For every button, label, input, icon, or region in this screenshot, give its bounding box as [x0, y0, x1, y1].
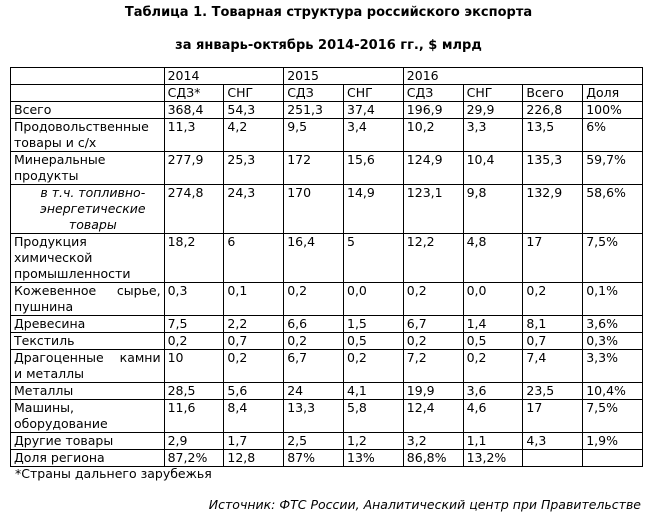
value-cell: 4,2 [224, 119, 284, 152]
table-row [11, 283, 643, 316]
subheader-cell: СДЗ* [164, 85, 224, 102]
value-cell: 19,9 [403, 383, 463, 400]
value-cell: 11,3 [164, 119, 224, 152]
value-cell: 277,9 [164, 152, 224, 185]
row-label: Драгоценные камни и металлы [11, 350, 165, 383]
value-cell: 0,2 [284, 283, 344, 316]
value-cell: 0,2 [523, 283, 583, 316]
value-cell: 15,6 [344, 152, 404, 185]
value-cell: 24 [284, 383, 344, 400]
value-cell: 86,8% [403, 450, 463, 467]
value-cell: 6 [224, 234, 284, 283]
subheader-cell: СДЗ [284, 85, 344, 102]
value-cell: 0,2 [224, 350, 284, 383]
value-cell: 37,4 [344, 102, 404, 119]
value-cell: 87,2% [164, 450, 224, 467]
value-cell: 4,6 [463, 400, 523, 433]
value-cell: 10 [164, 350, 224, 383]
value-cell: 14,9 [344, 185, 404, 234]
value-cell: 1,4 [463, 316, 523, 333]
value-cell: 123,1 [403, 185, 463, 234]
value-cell: 7,5% [583, 400, 643, 433]
value-cell: 0,2 [164, 333, 224, 350]
value-cell: 0,2 [403, 333, 463, 350]
value-cell: 10,2 [403, 119, 463, 152]
value-cell: 100% [583, 102, 643, 119]
value-cell: 0,1% [583, 283, 643, 316]
value-cell: 5,6 [224, 383, 284, 400]
value-cell: 5 [344, 234, 404, 283]
value-cell: 5,8 [344, 400, 404, 433]
value-cell: 0,5 [463, 333, 523, 350]
value-cell: 7,5 [164, 316, 224, 333]
value-cell: 4,3 [523, 433, 583, 450]
value-cell: 172 [284, 152, 344, 185]
table-row [11, 119, 643, 152]
header-empty-cell [11, 85, 165, 102]
value-cell: 59,7% [583, 152, 643, 185]
value-cell: 124,9 [403, 152, 463, 185]
value-cell: 4,8 [463, 234, 523, 283]
value-cell: 0,7 [224, 333, 284, 350]
value-cell: 1,1 [463, 433, 523, 450]
value-cell: 0,2 [403, 283, 463, 316]
value-cell: 3,6 [463, 383, 523, 400]
header-empty-cell [11, 68, 165, 85]
row-label: Другие товары [11, 433, 165, 450]
row-label: Минеральные продукты [11, 152, 165, 185]
value-cell: 6,6 [284, 316, 344, 333]
value-cell: 13,3 [284, 400, 344, 433]
value-cell: 3,2 [403, 433, 463, 450]
row-label: Доля региона [11, 450, 165, 467]
value-cell: 25,3 [224, 152, 284, 185]
subheader-cell: Доля [583, 85, 643, 102]
value-cell: 12,4 [403, 400, 463, 433]
value-cell: 2,5 [284, 433, 344, 450]
value-cell: 2,2 [224, 316, 284, 333]
value-cell: 28,5 [164, 383, 224, 400]
source-note: Источник: ФТС России, Аналитический центр при Правительстве [208, 497, 641, 512]
row-label: Машины, оборудование [11, 400, 165, 433]
value-cell: 0,3% [583, 333, 643, 350]
value-cell: 8,4 [224, 400, 284, 433]
row-label: Всего [11, 102, 165, 119]
value-cell: 196,9 [403, 102, 463, 119]
value-cell: 0,1 [224, 283, 284, 316]
value-cell: 3,6% [583, 316, 643, 333]
value-cell: 3,4 [344, 119, 404, 152]
table-row [11, 400, 643, 433]
subheader-cell: Всего [523, 85, 583, 102]
table-row [11, 102, 643, 119]
value-cell: 368,4 [164, 102, 224, 119]
value-cell: 135,3 [523, 152, 583, 185]
value-cell: 0,2 [344, 350, 404, 383]
row-label: Древесина [11, 316, 165, 333]
value-cell: 0,2 [463, 350, 523, 383]
value-cell: 13,2% [463, 450, 523, 467]
row-label: Кожевенное сырье, пушнина [11, 283, 165, 316]
value-cell: 6,7 [403, 316, 463, 333]
value-cell: 9,8 [463, 185, 523, 234]
subheader-cell: СДЗ [403, 85, 463, 102]
value-cell: 1,5 [344, 316, 404, 333]
row-label: Текстиль [11, 333, 165, 350]
value-cell: 17 [523, 234, 583, 283]
table-row [11, 316, 643, 333]
value-cell: 54,3 [224, 102, 284, 119]
value-cell: 0,7 [523, 333, 583, 350]
value-cell: 4,1 [344, 383, 404, 400]
value-cell: 58,6% [583, 185, 643, 234]
value-cell [583, 450, 643, 467]
value-cell: 0,5 [344, 333, 404, 350]
value-cell: 3,3 [463, 119, 523, 152]
footnote: *Страны дальнего зарубежья [15, 466, 212, 481]
value-cell: 10,4 [463, 152, 523, 185]
value-cell: 3,3% [583, 350, 643, 383]
value-cell: 29,9 [463, 102, 523, 119]
table-row [11, 350, 643, 383]
value-cell: 17 [523, 400, 583, 433]
value-cell: 10,4% [583, 383, 643, 400]
value-cell: 12,2 [403, 234, 463, 283]
value-cell: 18,2 [164, 234, 224, 283]
table-row [11, 383, 643, 400]
value-cell: 13% [344, 450, 404, 467]
row-label: в т.ч. топливно-энергетические товары [11, 185, 165, 234]
subheader-cell: СНГ [224, 85, 284, 102]
table-subtitle: за январь-октябрь 2014-2016 гг., $ млрд [175, 38, 482, 53]
value-cell: 0,0 [463, 283, 523, 316]
year-2016: 2016 [403, 68, 642, 85]
value-cell: 7,4 [523, 350, 583, 383]
row-label: Продовольственные товары и с/х [11, 119, 165, 152]
value-cell [523, 450, 583, 467]
value-cell: 0,2 [284, 333, 344, 350]
value-cell: 132,9 [523, 185, 583, 234]
year-2014: 2014 [164, 68, 284, 85]
value-cell: 226,8 [523, 102, 583, 119]
value-cell: 0,3 [164, 283, 224, 316]
value-cell: 6,7 [284, 350, 344, 383]
value-cell: 1,7 [224, 433, 284, 450]
table-title: Таблица 1. Товарная структура российского экспорта [124, 5, 533, 20]
table-row [11, 333, 643, 350]
year-2015: 2015 [284, 68, 404, 85]
value-cell: 274,8 [164, 185, 224, 234]
value-cell: 7,2 [403, 350, 463, 383]
table-row [11, 450, 643, 467]
value-cell: 23,5 [523, 383, 583, 400]
value-cell: 24,3 [224, 185, 284, 234]
year-header-row [11, 68, 643, 85]
subheader-row [11, 85, 643, 102]
value-cell: 13,5 [523, 119, 583, 152]
value-cell: 170 [284, 185, 344, 234]
subheader-cell: СНГ [344, 85, 404, 102]
row-label: Металлы [11, 383, 165, 400]
value-cell: 1,2 [344, 433, 404, 450]
export-structure-table [10, 67, 643, 467]
row-label: Продукция химической промышленности [11, 234, 165, 283]
table-row [11, 185, 643, 234]
table-row [11, 433, 643, 450]
value-cell: 8,1 [523, 316, 583, 333]
value-cell: 16,4 [284, 234, 344, 283]
value-cell: 0,0 [344, 283, 404, 316]
value-cell: 87% [284, 450, 344, 467]
table-row [11, 234, 643, 283]
value-cell: 1,9% [583, 433, 643, 450]
value-cell: 7,5% [583, 234, 643, 283]
value-cell: 12,8 [224, 450, 284, 467]
value-cell: 9,5 [284, 119, 344, 152]
value-cell: 6% [583, 119, 643, 152]
value-cell: 251,3 [284, 102, 344, 119]
value-cell: 11,6 [164, 400, 224, 433]
table-row [11, 152, 643, 185]
subheader-cell: СНГ [463, 85, 523, 102]
value-cell: 2,9 [164, 433, 224, 450]
